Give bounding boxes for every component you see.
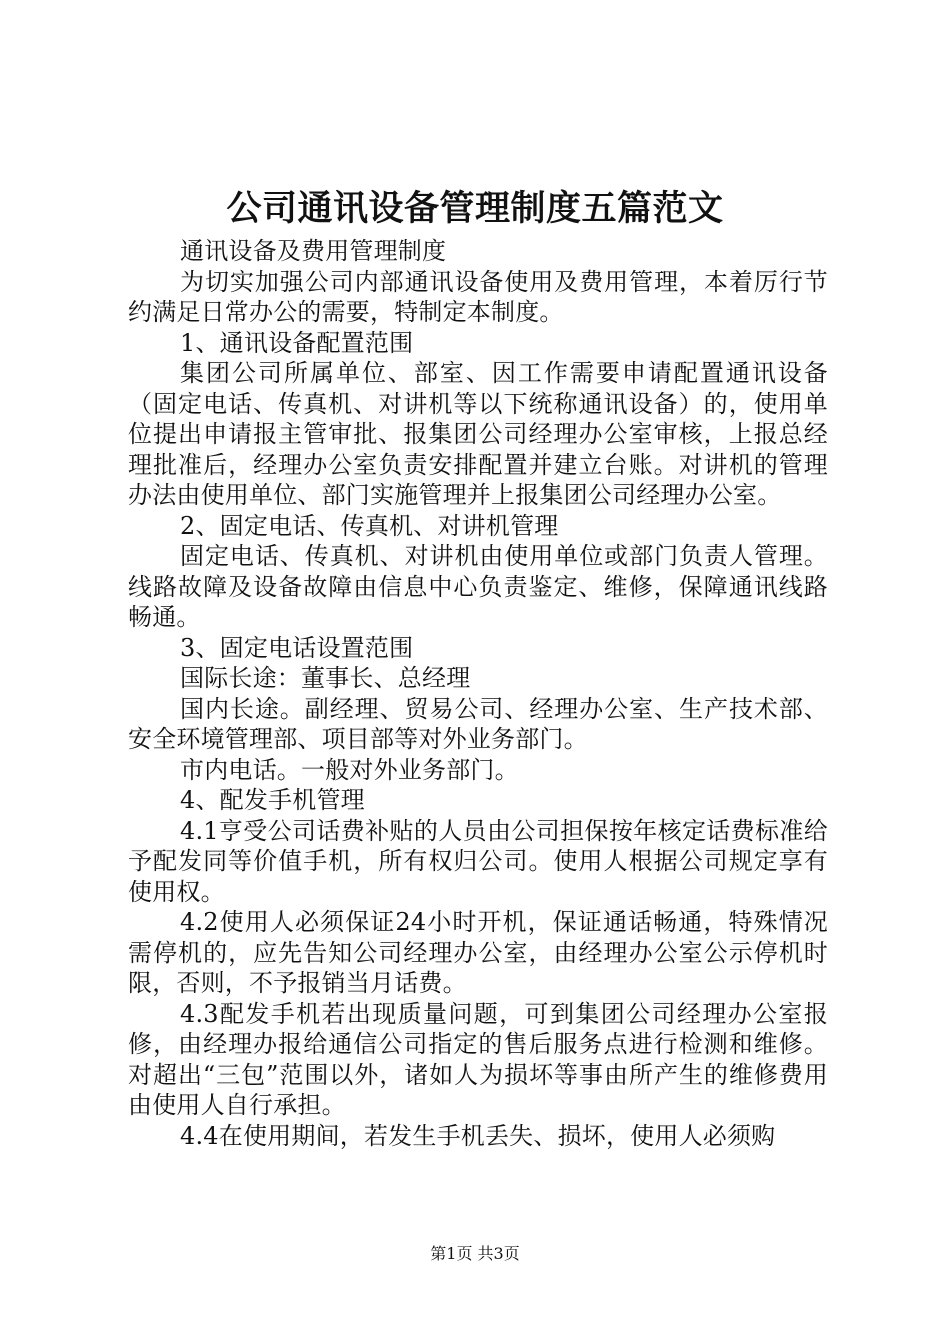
section-heading-3: 3、固定电话设置范围 <box>180 633 414 662</box>
paragraph: 固定电话、传真机、对讲机由使用单位或部门负责人管理。线路故障及设备故障由信息中心负责鉴定、维修，保障通讯线路畅通。 <box>128 542 828 631</box>
paragraph: 集团公司所属单位、部室、因工作需要申请配置通讯设备（固定电话、传真机、对讲机等以下统称通讯设备）的，使用单位提出申请报主管审批、报集团公司经理办公室审核，上报总经理批准后，经理办公室负责安排配置并建立台账。对讲机的管理办法由使用单位、部门实施管理并上报集团公司经理办公室。 <box>128 359 828 509</box>
section-heading-1: 1、通讯设备配置范围 <box>180 328 414 357</box>
paragraph: 市内电话。一般对外业务部门。 <box>180 755 519 784</box>
paragraph: 4.4在使用期间，若发生手机丢失、损坏，使用人必须购 <box>180 1121 776 1150</box>
paragraph: 为切实加强公司内部通讯设备使用及费用管理，本着厉行节约满足日常办公的需要，特制定本制度。 <box>128 267 828 326</box>
paragraph: 4.1亨受公司话费补贴的人员由公司担保按年核定话费标准给予配发同等价值手机，所有权归公司。使用人根据公司规定享有使用权。 <box>128 816 828 906</box>
document-body <box>128 236 828 1151</box>
section-heading-4: 4、配发手机管理 <box>180 786 365 814</box>
paragraph: 国际长途：董事长、总经理 <box>180 664 471 692</box>
section-heading-2: 2、固定电话、传真机、对讲机管理 <box>180 511 559 540</box>
paragraph: 4.2使用人必须保证24小时开机，保证通话畅通，特殊情况需停机的，应先告知公司经理办公室，由经理办公室公示停机时限，否则，不予报销当月话费。 <box>128 908 828 997</box>
page-footer: 第1页 共3页 <box>430 1244 520 1263</box>
paragraph: 4.3配发手机若出现质量问题，可到集团公司经理办公室报修，由经理办报给通信公司指定的售后服务点进行检测和维修。对超出“三包”范围以外，诸如人为损坏等事由所产生的维修费用由使用人自行承担。 <box>128 999 828 1119</box>
paragraph: 国内长途。副经理、贸易公司、经理办公室、生产技术部、安全环境管理部、项目部等对外业务部门。 <box>128 694 828 753</box>
document-title: 公司通讯设备管理制度五篇范文 <box>226 188 724 229</box>
paragraph-heading-main: 通讯设备及费用管理制度 <box>180 237 447 265</box>
